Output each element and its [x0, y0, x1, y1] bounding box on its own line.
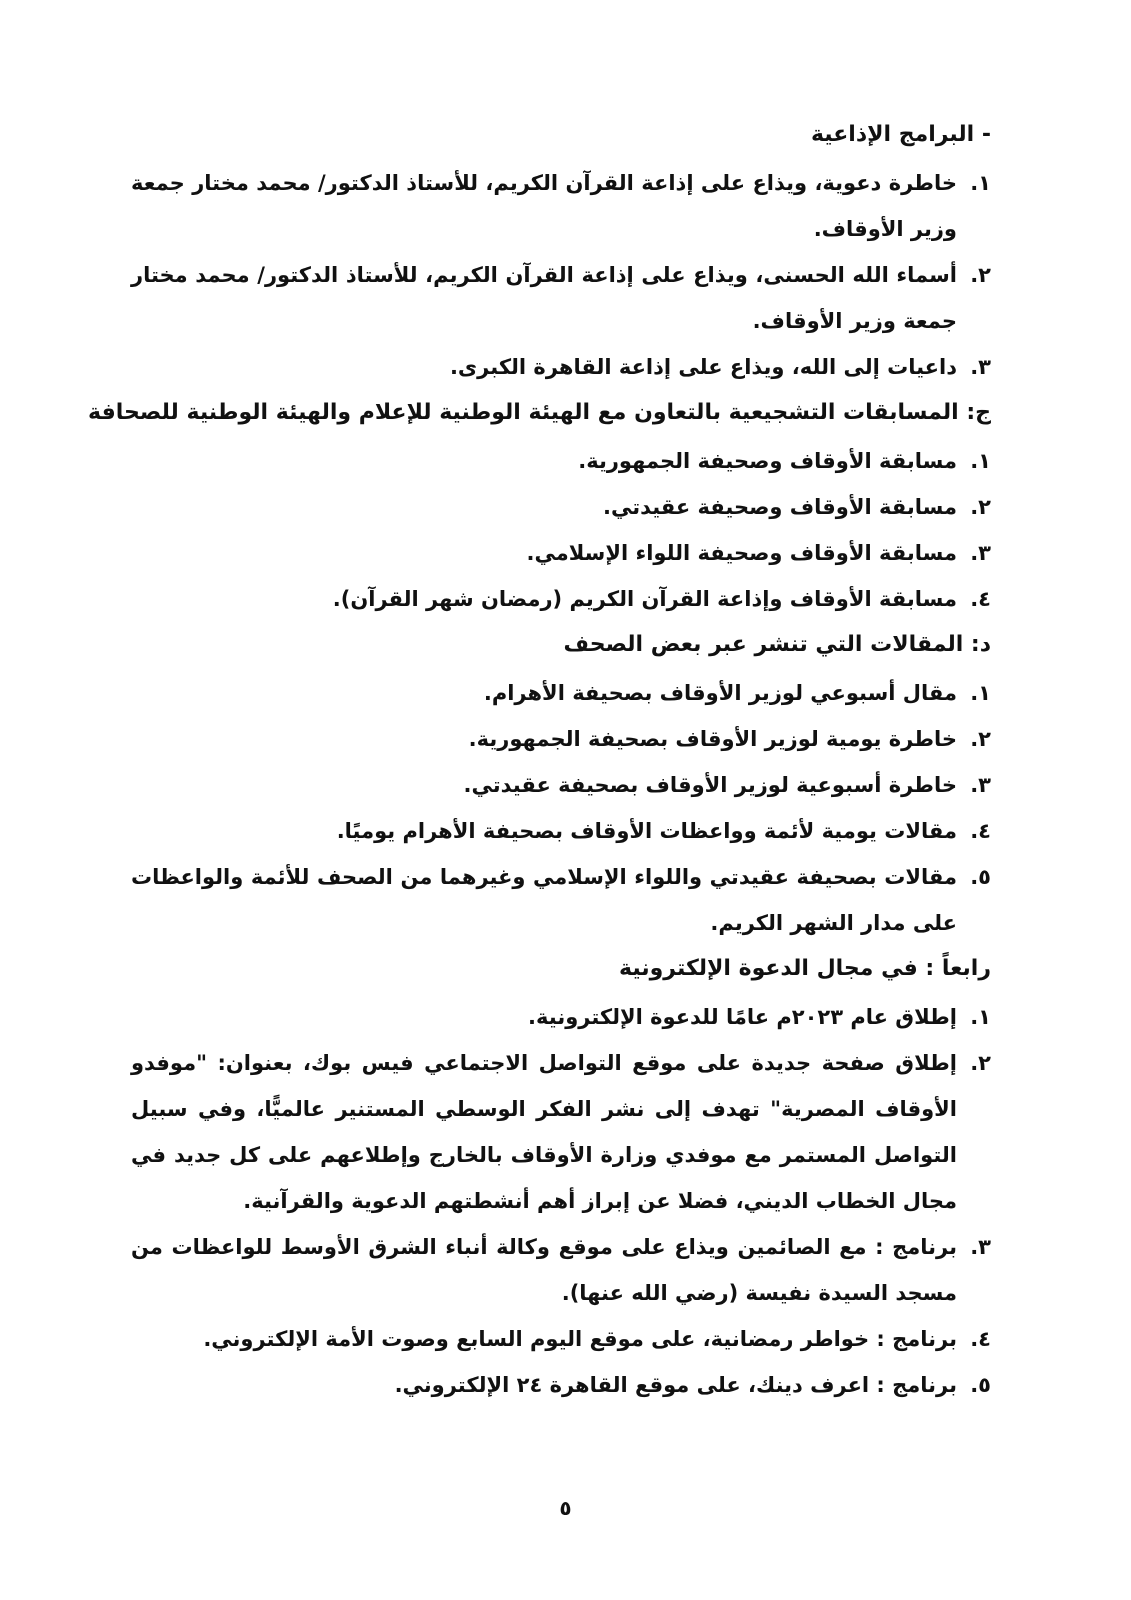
item-number: ٢. — [970, 1051, 991, 1075]
page-number: ٥ — [559, 1496, 572, 1520]
item-text: خاطرة دعوية، ويذاع على إذاعة القرآن الكريم، للأستاذ الدكتور/ محمد مختار جمعة وزير الأوقاف. — [131, 171, 957, 241]
list-item — [131, 1040, 991, 1224]
item-number: ٢. — [970, 263, 991, 287]
item-text: مسابقة الأوقاف وإذاعة القرآن الكريم (رمضان شهر القرآن). — [332, 587, 957, 611]
list-item — [131, 994, 991, 1040]
item-number: ٤. — [970, 1327, 991, 1351]
item-number: ١. — [970, 449, 991, 473]
item-number: ١. — [970, 171, 991, 195]
competitions-heading: ج: المسابقات التشجيعية بالتعاون مع الهيئة الوطنية للإعلام والهيئة الوطنية للصحافة — [88, 400, 991, 425]
item-number: ١. — [970, 1005, 991, 1029]
list-item — [131, 576, 991, 622]
item-number: ٣. — [970, 355, 991, 379]
item-text: إطلاق صفحة جديدة على موقع التواصل الاجتماعي فيس بوك، بعنوان: "موفدو الأوقاف المصرية" تهدف إلى نشر الفكر الوسطي المستنير عالميًّا، وفي سبيل التواصل المستمر مع موفدي وزارة الأوقاف بالخارج وإطلاعهم على كل جديد في مجال الخطاب الديني، فضلا عن إبراز أهم أنشطتهم الدعوية والقرآنية. — [131, 1051, 957, 1213]
item-number: ٣. — [970, 773, 991, 797]
list-item — [131, 1362, 991, 1408]
item-number: ٣. — [970, 1235, 991, 1259]
document-content — [88, 120, 991, 1416]
item-text: داعيات إلى الله، ويذاع على إذاعة القاهرة الكبرى. — [449, 355, 957, 379]
item-text: برنامج : اعرف دينك، على موقع القاهرة ٢٤ الإلكتروني. — [394, 1373, 957, 1397]
list-item — [131, 344, 991, 390]
item-number: ٥. — [970, 865, 991, 889]
list-item — [131, 670, 991, 716]
list-item — [131, 808, 991, 854]
item-text: مسابقة الأوقاف وصحيفة الجمهورية. — [578, 449, 957, 473]
list-item — [131, 484, 991, 530]
list-item — [131, 1224, 991, 1316]
item-text: مسابقة الأوقاف وصحيفة اللواء الإسلامي. — [526, 541, 957, 565]
item-text: مقال أسبوعي لوزير الأوقاف بصحيفة الأهرام. — [483, 681, 957, 705]
electronic-dawa-list — [131, 994, 991, 1408]
list-item — [131, 160, 991, 252]
item-number: ٥. — [970, 1373, 991, 1397]
competitions-list — [131, 438, 991, 622]
item-text: مقالات يومية لأئمة وواعظات الأوقاف بصحيفة الأهرام يوميًا. — [336, 819, 957, 843]
list-item — [131, 854, 991, 946]
list-item — [131, 716, 991, 762]
articles-list — [131, 670, 991, 946]
list-item — [131, 252, 991, 344]
item-text: أسماء الله الحسنى، ويذاع على إذاعة القرآن الكريم، للأستاذ الدكتور/ محمد مختار جمعة وزير الأوقاف. — [131, 263, 957, 333]
item-number: ٢. — [970, 495, 991, 519]
item-text: إطلاق عام ٢٠٢٣م عامًا للدعوة الإلكترونية. — [528, 1005, 957, 1029]
item-text: برنامج : مع الصائمين ويذاع على موقع وكالة أنباء الشرق الأوسط للواعظات من مسجد السيدة نفيسة (رضي الله عنها). — [131, 1235, 957, 1305]
articles-heading: د: المقالات التي تنشر عبر بعض الصحف — [563, 632, 991, 657]
list-item — [131, 438, 991, 484]
list-item — [131, 762, 991, 808]
item-text: خاطرة يومية لوزير الأوقاف بصحيفة الجمهورية. — [468, 727, 957, 751]
item-number: ١. — [970, 681, 991, 705]
list-item — [131, 530, 991, 576]
item-text: برنامج : خواطر رمضانية، على موقع اليوم السابع وصوت الأمة الإلكتروني. — [203, 1327, 957, 1351]
item-number: ٤. — [970, 587, 991, 611]
item-number: ٢. — [970, 727, 991, 751]
item-number: ٤. — [970, 819, 991, 843]
item-text: مقالات بصحيفة عقيدتي واللواء الإسلامي وغيرهما من الصحف للأئمة والواعظات على مدار الشهر الكريم. — [131, 865, 957, 935]
list-item — [131, 1316, 991, 1362]
electronic-dawa-heading: رابعاً : في مجال الدعوة الإلكترونية — [619, 956, 991, 981]
item-text: مسابقة الأوقاف وصحيفة عقيدتي. — [602, 495, 957, 519]
item-number: ٣. — [970, 541, 991, 565]
radio-programs-heading: - البرامج الإذاعية — [810, 122, 991, 147]
radio-programs-list — [131, 160, 991, 390]
item-text: خاطرة أسبوعية لوزير الأوقاف بصحيفة عقيدتي. — [463, 773, 957, 797]
